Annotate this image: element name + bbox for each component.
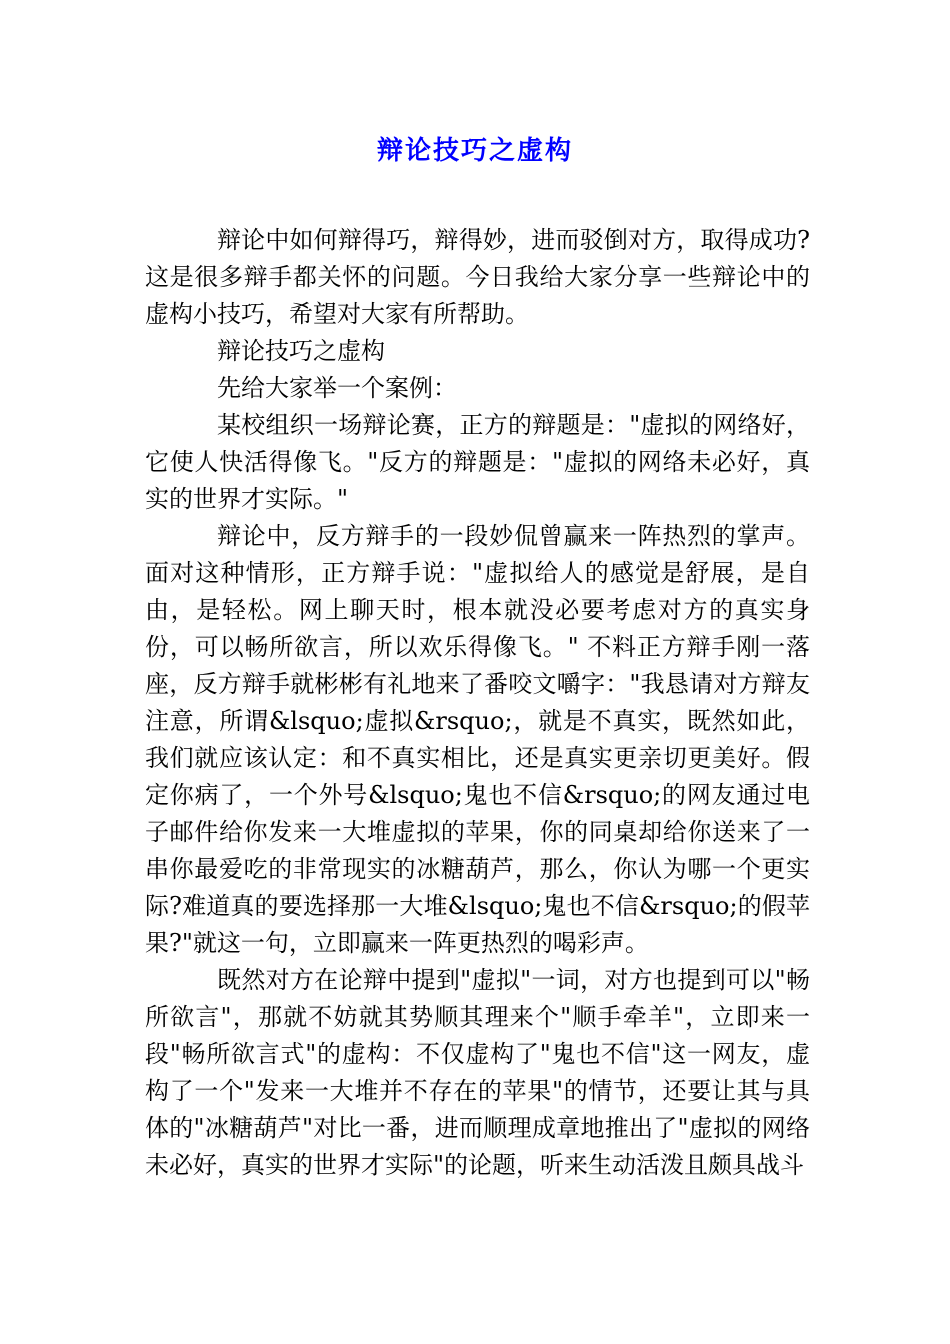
paragraph-debate-exchange: 辩论中，反方辩手的一段妙侃曾赢来一阵热烈的掌声。面对这种情形，正方辩手说："虚拟给人的感觉是舒展，是自由，是轻松。网上聊天时，根本就没必要考虑对方的真实身份，可以畅所欲言，所以欢乐得像飞。" 不料正方辩手刚一落座，反方辩手就彬彬有礼地来了番咬文嚼字："我恳请对方辩友注意，所谓&lsquo;虚拟&rsquo;，就是不真实，既然如此，我们就应该认定：和不真实相比，还是真实更亲切更美好。假定你病了，一个外号&lsquo;鬼也不信&rsquo;的网友通过电子邮件给你发来一大堆虚拟的苹果，你的同桌却给你送来了一串你最爱吃的非常现实的冰糖葫芦，那么，你认为哪一个更实际?难道真的要选择那一大堆&lsquo;鬼也不信&rsquo;的假苹果?"就这一句，立即赢来一阵更热烈的喝彩声。 (145, 522, 810, 957)
paragraph-example-lead: 先给大家举一个案例： (217, 374, 457, 402)
document-title: 辩论技巧之虚构 (376, 136, 573, 166)
paragraph-analysis: 既然对方在论辩中提到"虚拟"一词，对方也提到可以"畅所欲言"，那就不妨就其势顺其理来个"顺手牵羊"，立即来一段"畅所欲言式"的虚构：不仅虚构了"鬼也不信"这一网友，虚构了一个"发来一大堆并不存在的苹果"的情节，还要让其与具体的"冰糖葫芦"对比一番，进而顺理成章地推出了"虚拟的网络未必好，真实的世界才实际"的论题，听来生动活泼且颇具战斗 (145, 966, 810, 1179)
paragraph-subheading: 辩论技巧之虚构 (217, 337, 385, 365)
paragraph-intro: 辩论中如何辩得巧，辩得妙，进而驳倒对方，取得成功?这是很多辩手都关怀的问题。今日我给大家分享一些辩论中的虚构小技巧，希望对大家有所帮助。 (145, 226, 810, 328)
document-body (145, 222, 810, 1184)
paragraph-debate-topics: 某校组织一场辩论赛，正方的辩题是："虚拟的网络好，它使人快活得像飞。"反方的辩题是："虚拟的网络未必好，真实的世界才实际。" (145, 411, 810, 513)
